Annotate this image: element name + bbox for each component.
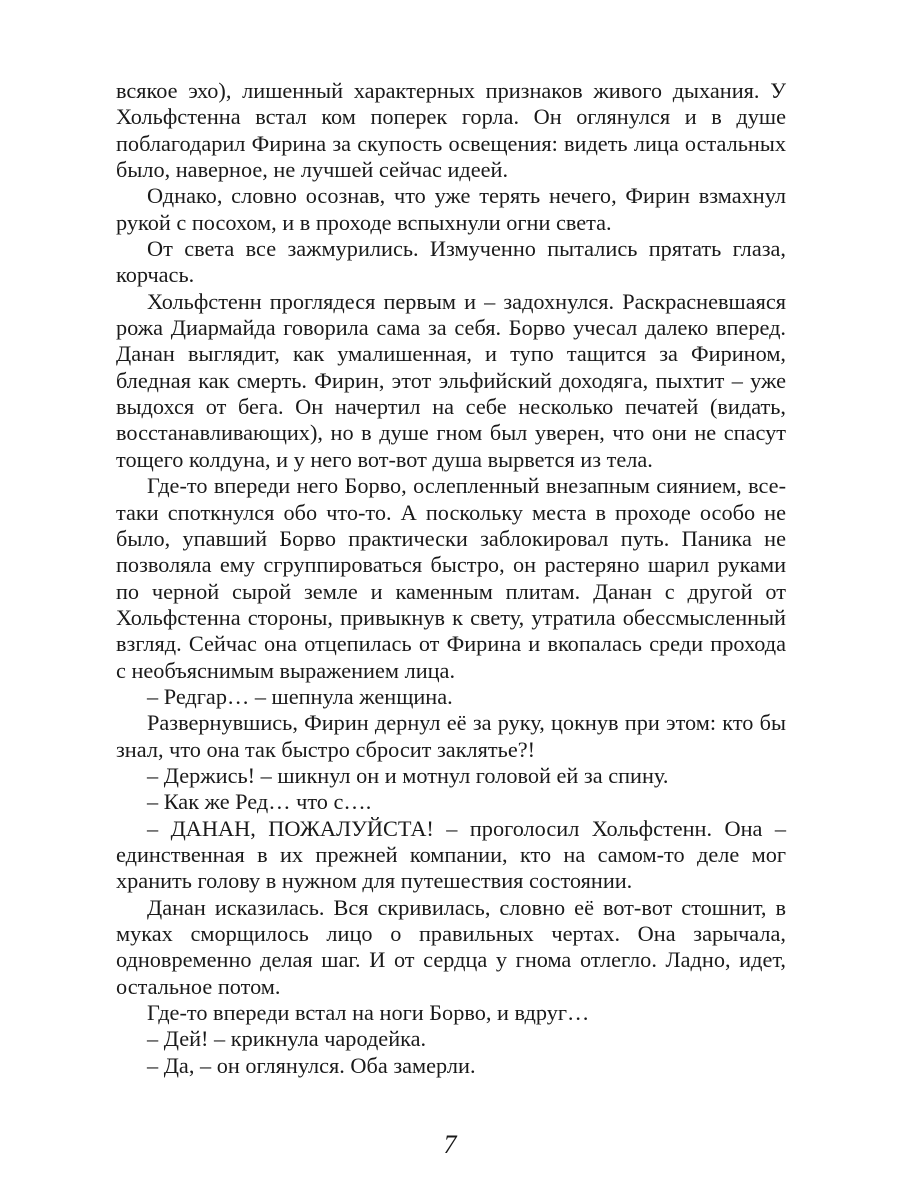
paragraph-9: – Как же Ред… что с…. [147,789,372,815]
paragraph-13: – Дей! – крикнула чародейка. [147,1026,427,1052]
paragraph-5: Где-то впереди него Борво, ослепленный внезапным сиянием, все-таки споткнулся обо что-то. А поскольку места в проходе особо не было, упавший Борво практически заблокировал путь. Паника не позволяла ему сгруппироваться быстро, он растеряно шарил руками по черной сырой земле и каменным плитам. Данан с другой от Хольфстенна стороны, привыкнув к свету, утратила обессмысленный взгляд. Сейчас она отцепилась от Фирина и вкопалась среди прохода с необъяснимым выражением лица. [116,473,786,683]
page-number: 7 [443,1130,457,1159]
paragraph-2: Однако, словно осознав, что уже терять нечего, Фирин взмахнул рукой с посохом, и в проходе вспыхнули огни света. [116,183,786,235]
paragraph-8: – Держись! – шикнул он и мотнул головой ей за спину. [147,762,669,788]
page-body-text [116,78,786,1079]
paragraph-7: Развернувшись, Фирин дернул её за руку, цокнув при этом: кто бы знал, что она так быстро сбросит заклятье?! [116,710,786,762]
paragraph-4: Хольфстенн проглядеся первым и – задохнулся. Раскрасневшаяся рожа Диармайда говорила сама за себя. Борво учесал далеко вперед. Данан выглядит, как умалишенная, и тупо тащится за Фирином, бледная как смерть. Фирин, этот эльфийский доходяга, пыхтит – уже выдохся от бега. Он начертил на себе несколько печатей (видать, восстанавливающих), но в душе гном был уверен, что они не спасут тощего колдуна, и у него вот-вот душа вырвется из тела. [116,288,786,472]
paragraph-3: От света все зажмурились. Измученно пытались прятать глаза, корчась. [116,236,786,288]
paragraph-6: – Редгар… – шепнула женщина. [147,683,453,709]
paragraph-10: – ДАНАН, ПОЖАЛУЙСТА! – проголосил Хольфстенн. Она – единственная в их прежней компании, кто на самом-то деле мог хранить голову в нужном для путешествия состоянии. [116,815,786,894]
paragraph-12: Где-то впереди встал на ноги Борво, и вдруг… [147,1000,590,1026]
paragraph-1: всякое эхо), лишенный характерных признаков живого дыхания. У Хольфстенна встал ком поперек горла. Он оглянулся и в душе поблагодарил Фирина за скупость освещения: видеть лица остальных было, наверное, не лучшей сейчас идеей. [116,78,786,183]
paragraph-14: – Да, – он оглянулся. Оба замерли. [147,1052,476,1078]
paragraph-11: Данан исказилась. Вся скривилась, словно её вот-вот стошнит, в муках сморщилось лицо о правильных чертах. Она зарычала, одновременно делая шаг. И от сердца у гнома отлегло. Ладно, идет, остальное потом. [116,894,786,999]
